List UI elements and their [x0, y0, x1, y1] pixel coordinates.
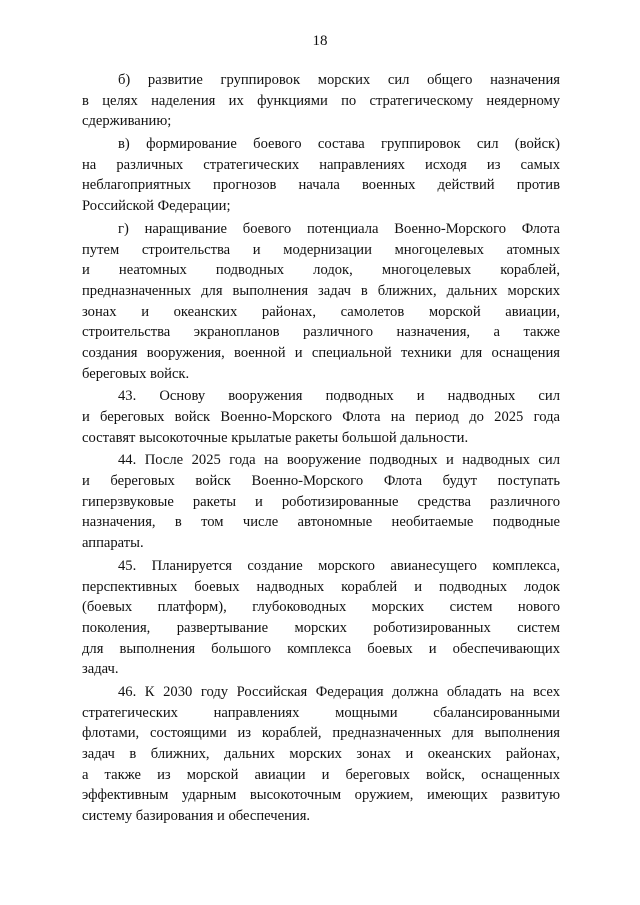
text-line: назначения, в том числе автономные необитаемые подводные	[82, 514, 560, 531]
paragraph-b	[82, 70, 560, 132]
paragraph-p45	[82, 556, 560, 680]
text-line: задач.	[82, 661, 119, 678]
text-line: путем строительства и модернизации многоцелевых атомных	[82, 241, 560, 258]
text-line: б) развитие группировок морских сил общего назначения	[118, 72, 560, 88]
paragraph-g	[82, 219, 560, 385]
text-line: неблагоприятных прогнозов начала военных действий против	[82, 177, 560, 194]
text-line: и неатомных подводных лодок, многоцелевых кораблей,	[82, 262, 560, 279]
document-body	[82, 70, 560, 829]
text-line: сдерживанию;	[82, 113, 172, 130]
text-line: составят высокоточные крылатые ракеты большой дальности.	[82, 429, 469, 446]
text-line: флотами, состоящими из кораблей, предназначенных для выполнения	[82, 725, 560, 742]
text-line: береговых войск.	[82, 365, 190, 382]
paragraph-v	[82, 134, 560, 217]
text-line: (боевых платформ), глубоководных морских систем нового	[82, 599, 560, 616]
text-line: задач в ближних, дальних морских зонах и океанских районах,	[82, 746, 560, 762]
text-line: зонах и океанских районах, самолетов морской авиации,	[82, 303, 560, 320]
text-line: аппараты.	[82, 535, 144, 552]
text-line: перспективных боевых надводных кораблей и подводных лодок	[82, 578, 560, 595]
text-line: эффективным ударным высокоточным оружием, имеющих развитую	[82, 787, 560, 804]
text-line: и береговых войск Военно-Морского Флота на период до 2025 года	[82, 409, 560, 425]
paragraph-p43	[82, 386, 560, 448]
text-line: 46. К 2030 году Российская Федерация должна обладать на всех	[118, 683, 560, 700]
text-line: для выполнения большого комплекса боевых и обеспечивающих	[82, 640, 560, 657]
text-line: а также из морской авиации и береговых войск, оснащенных	[82, 766, 560, 783]
text-line: Российской Федерации;	[82, 198, 231, 215]
text-line: стратегических направлениях мощными сбалансированными	[82, 704, 560, 721]
text-line: в) формирование боевого состава группировок сил (войск)	[118, 136, 560, 153]
text-line: 44. После 2025 года на вооружение подводных и надводных сил	[118, 452, 560, 469]
text-line: и береговых войск Военно-Морского Флота будут поступать	[82, 473, 560, 490]
text-line: создания вооружения, военной и специальной техники для оснащения	[82, 344, 560, 361]
text-line: поколения, развертывание морских роботизированных систем	[82, 619, 560, 636]
paragraph-p46	[82, 682, 560, 827]
paragraph-p44	[82, 450, 560, 553]
text-line: в целях наделения их функциями по стратегическому неядерному	[82, 92, 560, 109]
text-line: г) наращивание боевого потенциала Военно-Морского Флота	[118, 220, 560, 237]
text-line: 43. Основу вооружения подводных и надводных сил	[118, 388, 560, 405]
text-line: систему базирования и обеспечения.	[82, 808, 311, 825]
text-line: 45. Планируется создание морского авианесущего комплекса,	[118, 557, 560, 574]
text-line: гиперзвуковые ракеты и роботизированные средства различного	[82, 493, 560, 510]
text-line: строительства экранопланов различного назначения, а также	[82, 324, 560, 341]
text-line: на различных стратегических направлениях исходя из самых	[82, 156, 560, 173]
text-line: предназначенных для выполнения задач в ближних, дальних морских	[82, 282, 560, 299]
page-number: 18	[312, 33, 328, 49]
